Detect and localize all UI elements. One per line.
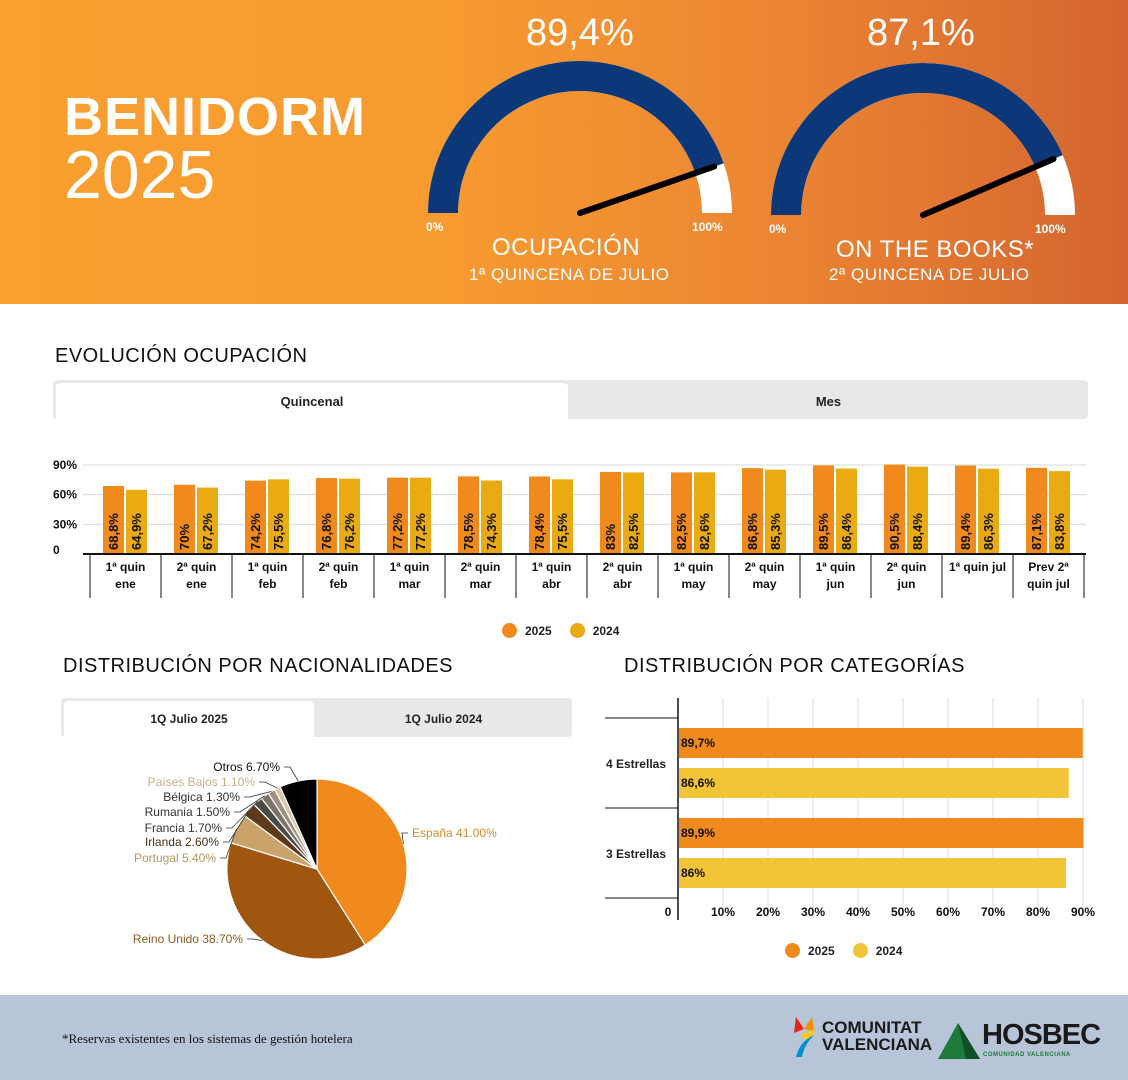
header-banner	[0, 0, 1128, 304]
evo-data-label: 76,2%	[342, 513, 357, 550]
gauge-ocupacion	[410, 55, 750, 225]
gauge-ocupacion-needle	[580, 167, 714, 213]
cat-x-tick: 10%	[711, 905, 736, 919]
evo-data-label: 89,4%	[958, 513, 973, 550]
comunitat-valenciana-logo-icon	[790, 1011, 820, 1061]
pie-slice-label: Otros 6.70%	[213, 760, 280, 774]
gauge-books-needle	[923, 159, 1053, 215]
evo-category-label: 2ª quin mar	[460, 560, 501, 591]
cat-data-label: 89,9%	[681, 826, 716, 840]
evo-data-label: 74,2%	[248, 513, 263, 550]
gauge-books-fill	[771, 63, 1063, 215]
pie-slice-label: España 41.00%	[412, 826, 497, 840]
evo-y-tick: 30%	[53, 517, 78, 532]
comunitat-valenciana-logo-text	[822, 1019, 932, 1053]
evo-data-label: 75,5%	[271, 513, 286, 550]
evo-data-label: 77,2%	[390, 513, 405, 550]
pie-slice-label: Bélgica 1.30%	[163, 790, 240, 804]
evo-data-label: 82,6%	[697, 513, 712, 550]
categories-title: DISTRIBUCIÓN POR CATEGORÍAS	[624, 655, 965, 677]
evo-y-tick: 0	[53, 543, 60, 557]
evo-data-label: 82,5%	[674, 513, 689, 550]
evo-category-label: 1ª quin mar	[389, 560, 430, 591]
tab-mes[interactable]: Mes	[815, 393, 842, 409]
evo-data-label: 86,4%	[839, 513, 854, 550]
nationalities-title: DISTRIBUCIÓN POR NACIONALIDADES	[63, 655, 454, 677]
evo-data-label: 78,5%	[461, 513, 476, 550]
gauge-ocupacion-fill	[428, 61, 724, 213]
evo-category-label: 2ª quin feb	[318, 560, 359, 591]
categories-bar-chart	[590, 690, 1110, 930]
evo-y-tick: 90%	[53, 458, 78, 472]
evo-category-label: 2ª quin jun	[886, 560, 927, 591]
hosbec-logo-icon	[936, 1021, 982, 1061]
legend-swatch-2024	[570, 623, 585, 638]
tab-1q-julio-2024[interactable]: 1Q Julio 2024	[404, 712, 483, 726]
nationalities-pie-chart	[60, 745, 580, 975]
evo-data-label: 87,1%	[1029, 513, 1044, 550]
evo-data-label: 77,2%	[413, 513, 428, 550]
gauge-books	[753, 57, 1093, 227]
cat-x-tick: 30%	[801, 905, 826, 919]
legend-swatch-2025	[502, 623, 517, 638]
cat-bar-2025[interactable]	[679, 728, 1083, 758]
evo-data-label: 74,3%	[484, 513, 499, 550]
evo-data-label: 76,8%	[319, 513, 334, 550]
gauge-books-value: 87,1%	[867, 12, 975, 54]
pie-leader-line	[284, 767, 298, 781]
legend-item-2024[interactable]	[570, 623, 620, 638]
pie-slice-label: Francia 1.70%	[144, 821, 222, 835]
evo-category-label: Prev 2ª quin jul	[1027, 560, 1070, 591]
pie-leader-line	[259, 782, 277, 788]
pie-slice-label: Rumania 1.50%	[144, 805, 230, 819]
evo-data-label: 68,8%	[106, 513, 121, 550]
evo-data-label: 83,8%	[1052, 513, 1067, 550]
cat-legend-item-2025[interactable]	[785, 943, 835, 958]
cat-bar-2024[interactable]	[679, 768, 1069, 798]
cat-bar-2025[interactable]	[679, 818, 1084, 848]
evo-data-label: 78,4%	[532, 513, 547, 550]
cat-bar-2024[interactable]	[679, 858, 1066, 888]
evo-data-label: 67,2%	[200, 513, 215, 550]
legend-item-2025[interactable]	[502, 623, 552, 638]
legend-label-2024: 2024	[592, 623, 620, 638]
cat-x-tick: 70%	[981, 905, 1006, 919]
hosbec-logo-text: HOSBEC	[982, 1019, 1101, 1051]
pie-slice-label: Irlanda 2.60%	[144, 835, 219, 849]
gauge-books-sublabel: 2ª QUINCENA DE JULIO	[829, 265, 1030, 284]
cat-category-label: 3 Estrellas	[605, 847, 666, 861]
evo-data-label: 82,5%	[626, 513, 641, 550]
cat-x-tick: 40%	[846, 905, 871, 919]
evolution-tabbar	[53, 380, 1088, 419]
evo-data-label: 88,4%	[910, 513, 925, 550]
legend-label-2025: 2025	[525, 623, 552, 638]
hosbec-logo-subtext: COMUNIDAD VALENCIANA	[983, 1052, 1071, 1058]
evolution-legend	[502, 623, 629, 638]
evo-data-label: 64,9%	[129, 513, 144, 550]
pie-slice-label: Reino Unido 38.70%	[132, 932, 243, 946]
evo-category-label: 1ª quin jun	[815, 560, 856, 591]
gauge-ocupacion-sublabel: 1ª QUINCENA DE JULIO	[469, 265, 670, 284]
cat-legend-label-2025: 2025	[808, 943, 835, 958]
cat-x-tick: 0	[664, 905, 672, 919]
nationalities-tabbar	[61, 698, 572, 737]
pie-slice-label: Países Bajos 1.10%	[147, 775, 255, 789]
evo-category-label: 2ª quin ene	[176, 560, 217, 591]
cat-legend-label-2024: 2024	[875, 943, 903, 958]
cat-data-label: 89,7%	[681, 736, 716, 750]
evo-data-label: 89,5%	[816, 513, 831, 550]
footnote: *Reservas existentes en los sistemas de gestión hotelera	[62, 1031, 353, 1046]
footer	[0, 995, 1128, 1080]
gauge-books-min: 0%	[769, 222, 787, 236]
cat-legend-swatch-2025	[785, 943, 800, 958]
logo-cv-line2: VALENCIANA	[822, 1035, 933, 1054]
gauge-ocupacion-min: 0%	[426, 220, 444, 234]
evo-data-label: 86,3%	[981, 513, 996, 550]
pie-leader-line	[402, 833, 408, 844]
evo-category-label: 1ª quin feb	[247, 560, 288, 591]
evo-y-tick: 60%	[53, 487, 78, 502]
cat-x-tick: 60%	[936, 905, 961, 919]
evo-category-label: 1ª quin ene	[105, 560, 146, 591]
evo-data-label: 70%	[177, 523, 192, 550]
evo-category-label: 2ª quin may	[744, 560, 785, 591]
evo-data-label: 83%	[603, 523, 618, 550]
evolution-title: EVOLUCIÓN OCUPACIÓN	[55, 345, 308, 367]
gauge-ocupacion-max: 100%	[692, 220, 723, 234]
evo-data-label: 86,8%	[745, 513, 760, 550]
cat-x-tick: 50%	[891, 905, 916, 919]
tab-quincenal[interactable]: Quincenal	[56, 383, 568, 419]
cat-x-tick: 80%	[1026, 905, 1051, 919]
evo-category-label: 1ª quin jul	[948, 560, 1007, 574]
evo-data-label: 90,5%	[887, 513, 902, 550]
cat-x-tick: 20%	[756, 905, 781, 919]
cat-data-label: 86,6%	[681, 776, 716, 790]
cat-data-label: 86%	[681, 866, 706, 880]
gauge-ocupacion-value: 89,4%	[526, 12, 634, 54]
evo-category-label: 2ª quin abr	[602, 560, 643, 591]
cat-legend-swatch-2024	[853, 943, 868, 958]
gauge-ocupacion-label: OCUPACIÓN	[492, 234, 641, 261]
gauge-books-max: 100%	[1035, 222, 1066, 236]
tab-1q-julio-2025[interactable]: 1Q Julio 2025	[64, 701, 314, 737]
evolution-bar-chart	[0, 440, 1128, 620]
logo-cv-line1: COMUNITAT	[822, 1018, 922, 1037]
brand-title: BENIDORM	[64, 87, 366, 147]
cat-category-label: 4 Estrellas	[605, 757, 666, 771]
cat-x-tick: 90%	[1071, 905, 1096, 919]
gauge-books-label: ON THE BOOKS*	[836, 236, 1035, 263]
evo-category-label: 1ª quin abr	[531, 560, 572, 591]
evo-category-label: 1ª quin may	[673, 560, 714, 591]
evo-data-label: 85,3%	[768, 513, 783, 550]
cat-legend-item-2024[interactable]	[853, 943, 903, 958]
evo-data-label: 75,5%	[555, 513, 570, 550]
brand-year: 2025	[64, 137, 216, 213]
categories-legend	[785, 943, 912, 958]
pie-slice-label: Portugal 5.40%	[133, 851, 216, 865]
